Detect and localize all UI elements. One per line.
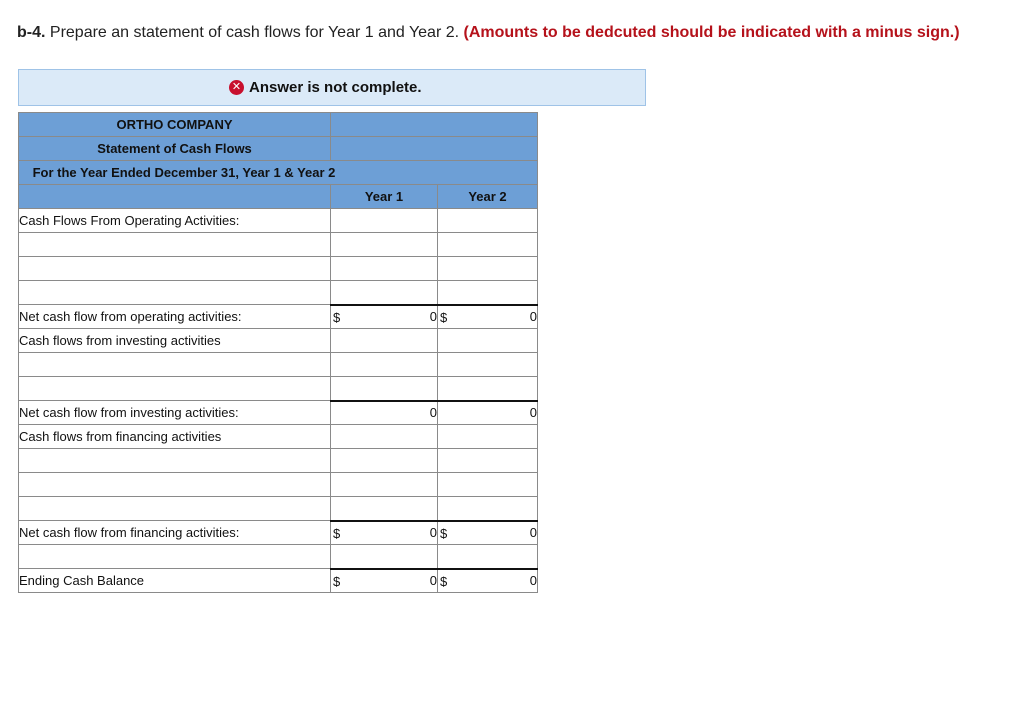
input-cell-year2[interactable] xyxy=(438,233,538,257)
input-cell-label[interactable] xyxy=(19,497,331,521)
operating-header-label: Cash Flows From Operating Activities: xyxy=(19,209,331,233)
currency-symbol: $ xyxy=(440,525,448,541)
operating-net-year2-value: 0 xyxy=(529,309,537,325)
answer-status-banner xyxy=(18,69,646,106)
currency-symbol: $ xyxy=(333,525,341,541)
input-cell-year1[interactable] xyxy=(331,353,438,377)
column-year1: Year 1 xyxy=(331,185,438,209)
input-cell-year1[interactable] xyxy=(331,545,438,569)
input-cell-label[interactable] xyxy=(19,377,331,401)
input-cell-year1[interactable] xyxy=(331,209,438,233)
ending-balance-label: Ending Cash Balance xyxy=(19,569,331,593)
column-header-row xyxy=(19,185,538,209)
currency-symbol: $ xyxy=(440,573,448,589)
input-cell-year2[interactable] xyxy=(438,545,538,569)
table-row xyxy=(19,233,538,257)
table-row xyxy=(19,401,538,425)
input-cell-label[interactable] xyxy=(19,545,331,569)
question-text: Prepare an statement of cash flows for Year 1 and Year 2. xyxy=(45,24,464,41)
investing-net-year1: 0 xyxy=(331,401,438,425)
input-cell-year1[interactable] xyxy=(331,449,438,473)
table-row xyxy=(19,545,538,569)
input-cell-year2[interactable] xyxy=(438,353,538,377)
input-cell-year2[interactable] xyxy=(438,497,538,521)
input-cell-year2[interactable] xyxy=(438,473,538,497)
header-row xyxy=(19,113,538,137)
table-row xyxy=(19,473,538,497)
input-cell-label[interactable] xyxy=(19,233,331,257)
financing-net-year1 xyxy=(331,521,438,545)
input-cell-year1[interactable] xyxy=(331,473,438,497)
input-cell-year1[interactable] xyxy=(331,329,438,353)
input-cell-year1[interactable] xyxy=(331,497,438,521)
header-row xyxy=(19,137,538,161)
table-row xyxy=(19,521,538,545)
input-cell-year2[interactable] xyxy=(438,377,538,401)
table-row xyxy=(19,281,538,305)
table-row xyxy=(19,353,538,377)
operating-net-year2 xyxy=(438,305,538,329)
input-cell-label[interactable] xyxy=(19,449,331,473)
ending-balance-year2-value: 0 xyxy=(529,573,537,589)
question-note: (Amounts to be dedcuted should be indicated with a minus sign.) xyxy=(463,24,960,41)
input-cell-year1[interactable] xyxy=(331,233,438,257)
input-cell-label[interactable] xyxy=(19,281,331,305)
input-cell-label[interactable] xyxy=(19,257,331,281)
input-cell-year2[interactable] xyxy=(438,449,538,473)
table-row xyxy=(19,569,538,593)
financing-net-year2-value: 0 xyxy=(529,525,537,541)
table-row xyxy=(19,257,538,281)
input-cell-year2[interactable] xyxy=(438,209,538,233)
table-row xyxy=(19,377,538,401)
currency-symbol: $ xyxy=(333,573,341,589)
investing-header-label: Cash flows from investing activities xyxy=(19,329,331,353)
investing-net-label: Net cash flow from investing activities: xyxy=(19,401,331,425)
financing-net-year1-value: 0 xyxy=(429,525,437,541)
statement-title: Statement of Cash Flows xyxy=(19,137,331,161)
question-prompt xyxy=(17,24,960,42)
ending-balance-year2 xyxy=(438,569,538,593)
input-cell-year1[interactable] xyxy=(331,377,438,401)
header-row xyxy=(19,161,538,185)
table-row xyxy=(19,305,538,329)
input-cell-year1[interactable] xyxy=(331,257,438,281)
operating-net-year1-value: 0 xyxy=(429,309,437,325)
x-circle-icon: ✕ xyxy=(229,80,244,95)
input-cell-label[interactable] xyxy=(19,353,331,377)
answer-status-text: Answer is not complete. xyxy=(249,79,422,96)
investing-net-year2: 0 xyxy=(438,401,538,425)
operating-net-year1 xyxy=(331,305,438,329)
financing-net-label: Net cash flow from financing activities: xyxy=(19,521,331,545)
financing-header-label: Cash flows from financing activities xyxy=(19,425,331,449)
statement-period: For the Year Ended December 31, Year 1 & Year 2 xyxy=(19,161,538,185)
input-cell-label[interactable] xyxy=(19,473,331,497)
input-cell-year2[interactable] xyxy=(438,425,538,449)
input-cell-year2[interactable] xyxy=(438,329,538,353)
input-cell-year1[interactable] xyxy=(331,281,438,305)
table-row xyxy=(19,497,538,521)
ending-balance-year1 xyxy=(331,569,438,593)
company-name: ORTHO COMPANY xyxy=(19,113,331,137)
operating-net-label: Net cash flow from operating activities: xyxy=(19,305,331,329)
table-row xyxy=(19,449,538,473)
cash-flow-statement-table xyxy=(18,112,538,593)
currency-symbol: $ xyxy=(333,309,341,325)
input-cell-year1[interactable] xyxy=(331,425,438,449)
table-row xyxy=(19,425,538,449)
input-cell-year2[interactable] xyxy=(438,257,538,281)
column-year2: Year 2 xyxy=(438,185,538,209)
financing-net-year2 xyxy=(438,521,538,545)
currency-symbol: $ xyxy=(440,309,448,325)
ending-balance-year1-value: 0 xyxy=(429,573,437,589)
table-row xyxy=(19,329,538,353)
table-row xyxy=(19,209,538,233)
question-number: b-4. xyxy=(17,24,46,41)
input-cell-year2[interactable] xyxy=(438,281,538,305)
